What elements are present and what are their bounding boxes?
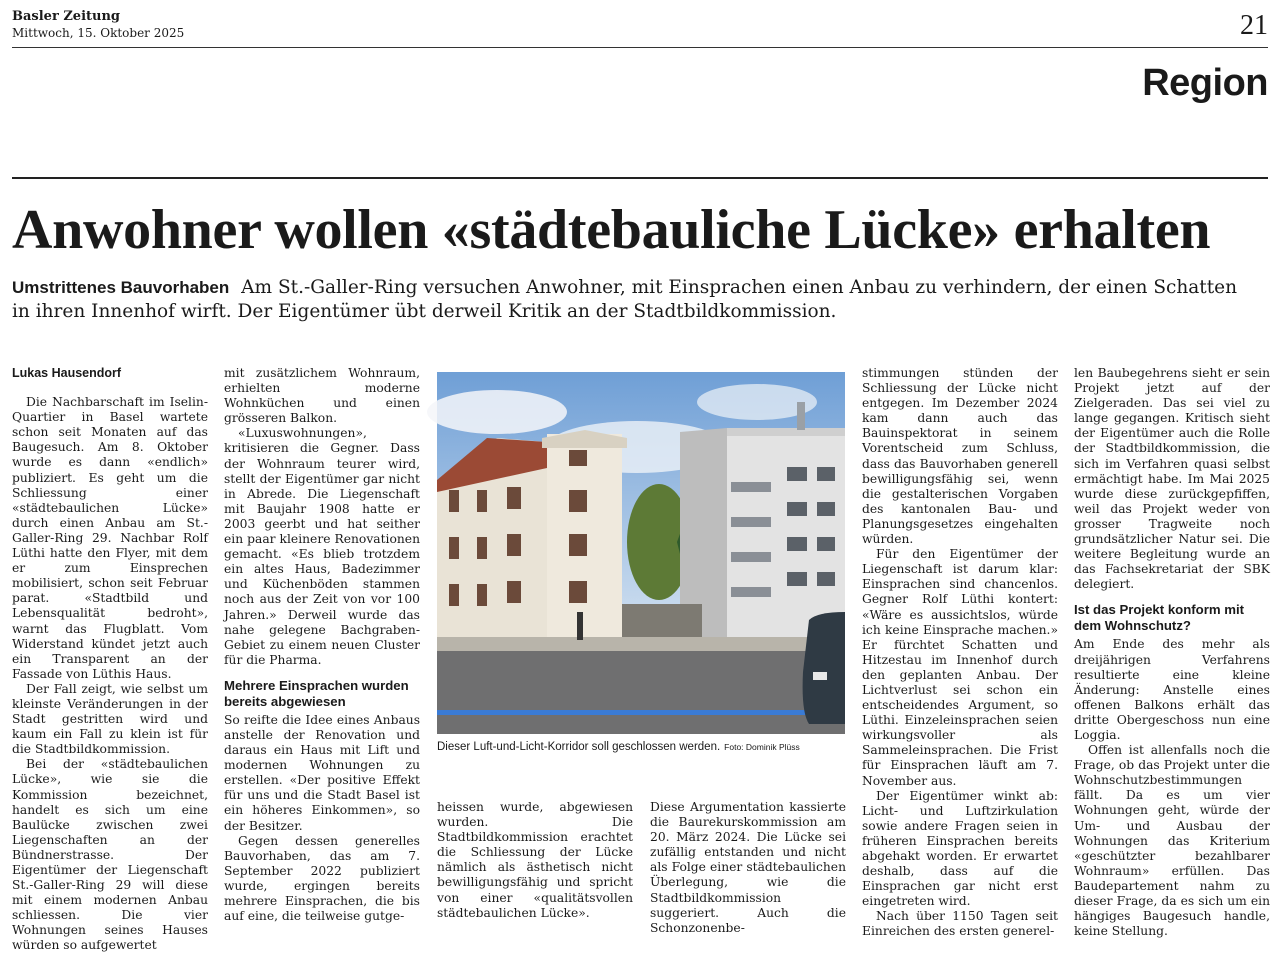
blue-parking-line bbox=[437, 710, 845, 715]
caption-text: Dieser Luft-und-Licht-Korridor soll geschlossen werden. bbox=[437, 741, 721, 753]
article-headline: Anwohner wollen «städtebauliche Lücke» erhalten bbox=[12, 199, 1211, 261]
bollard bbox=[577, 612, 583, 640]
text-column-5 bbox=[862, 366, 1058, 939]
subheading: Mehrere Einsprachen wurden bereits abgewiesen bbox=[224, 677, 409, 709]
lead-text: Am St.-Galler-Ring versuchen Anwohner, mit Einsprachen einen Anbau zu verhindern, der einen Schatten in ihren Innenhof wirft. Der Eigentümer übt derweil Kritik an der Stadtbildkommission. bbox=[12, 277, 1238, 322]
byline: Lukas Hausendorf bbox=[12, 366, 122, 380]
street bbox=[437, 651, 845, 734]
license-plate bbox=[813, 672, 827, 680]
paragraph: Für den Eigentümer der Liegenschaft ist darum klar: Einsprachen sind chancenlos. Gegner Rolf Lüthi kontert: «Wäre es aussichtslos, würde ich keine Einsprache machen.» Er fürchtet Schatten und Hitzestau im Innenhof durch den geplanten Anbau. Der Lichtverlust sei schon ein entscheidendes Argument, so Lüthi. Einzeleinsprachen seien wirkungsvoller als Sammeleinsprachen. Die Frist für Einsprachen läuft am 7. November aus. bbox=[862, 547, 1058, 788]
paragraph: heissen wurde, abgewiesen wurden. Die Stadtbildkommission erachtet die Schliessung der Lücke nämlich als ästhetisch nicht bewilligungsfähig und spricht von einer «qualitätsvollen städtebaulichen Lücke». bbox=[437, 800, 633, 920]
paragraph: Die Nachbarschaft im Iselin-Quartier in Basel wartete schon seit Monaten auf das Baugesuch. Am 8. Oktober wurde es dann «endlich» publiziert. Es geht um die Schliessung einer «städtebaulichen Lücke» durch einen Anbau am St.-Galler-Ring 29. Nachbar Rolf Lüthi hatte den Flyer, mit dem er zum Einsprechen mobilisiert, schon seit Februar parat. «Stadtbild und Lebensqualität bedroht», warnt das Flugblatt. Vom Widerstand kündet jetzt auch ein Transparent an der Fassade von Lüthis Haus. bbox=[12, 395, 208, 681]
issue-date: Mittwoch, 15. Oktober 2025 bbox=[12, 26, 185, 40]
text-column-6 bbox=[1074, 366, 1270, 939]
street-photo-illustration bbox=[437, 372, 845, 734]
paragraph: Bei der «städtebaulichen Lücke», wie sie die Kommission bezeichnet, handelt es sich um eine Baulücke zwischen zwei Liegenschaften an der Bündnerstrasse. Der Eigentümer der Liegenschaft St.-Galler-Ring 29 will diese mit einem modernen Anbau schliessen. Die vier Wohnungen seines Hauses würden so aufgewertet bbox=[12, 757, 208, 953]
page-number: 21 bbox=[1240, 10, 1268, 41]
paragraph: «Luxuswohnungen», kritisieren die Gegner. Dass der Wohnraum teurer wird, stellt der Eigentümer gar nicht in Abrede. Die Liegenschaft mit Baujahr 1908 hatte er 2003 geerbt und hat seither ein paar kleinere Renovationen gemacht. «Es blieb trotzdem ein altes Haus, Badezimmer und Küchenböden stammen noch aus der Zeit von vor 100 Jahren.» Derweil wurde das nahe gelegene Bachgraben-Gebiet zu einem neuen Cluster für die Pharma. bbox=[224, 426, 420, 667]
top-divider bbox=[12, 47, 1268, 48]
paragraph: Offen ist allenfalls noch die Frage, ob das Projekt unter die Wohnschutzbestimmungen fällt. Da es um vier Wohnungen geht, würde der Um- und Ausbau der Wohnungen das Kriterium «geschützter bezahlbarer Wohnraum» erfüllen. Das Baudepartement nahm zu dieser Frage, da es sich um ein hängiges Baugesuch handle, keine Stellung. bbox=[1074, 743, 1270, 939]
paragraph: Diese Argumentation kassierte die Baurekurskommission am 20. März 2024. Die Lücke sei zufällig entstanden und nicht als Folge einer städtebaulichen Überlegung, wie die Stadtbildkommission suggeriert. Auch die Schonzonenbe- bbox=[650, 800, 846, 935]
text-column-3 bbox=[437, 800, 633, 920]
paragraph: So reifte die Idee eines Anbaus anstelle der Renovation und daraus ein Haus mit Lift und modernen Wohnungen zu erstellen. «Der positive Effekt für uns und die Stadt Basel ist ein höheres Einkommen», so der Besitzer. bbox=[224, 712, 420, 833]
article-lead bbox=[12, 276, 1242, 324]
headline-divider bbox=[12, 177, 1268, 179]
section-label: Region bbox=[1142, 62, 1268, 104]
subheading: Ist das Projekt konform mit dem Wohnschutz? bbox=[1074, 602, 1245, 634]
photo-caption bbox=[437, 740, 845, 754]
parked-car bbox=[803, 612, 845, 724]
antenna bbox=[797, 402, 805, 430]
sidewalk bbox=[437, 637, 845, 651]
paragraph: mit zusätzlichem Wohnraum, erhielten moderne Wohnküchen und einen grösseren Balkon. bbox=[224, 366, 420, 426]
paragraph: stimmungen stünden der Schliessung der Lücke nicht entgegen. Im Dezember 2024 kam dann auch das Bauinspektorat in seinem Vorentscheid zum Schluss, dass das Bauvorhaben generell bewilligungsfähig sei, wenn die gestalterischen Vorgaben des kantonalen Bau- und Planungsgesetzes eingehalten würden. bbox=[862, 366, 1058, 547]
lead-kicker: Umstrittenes Bauvorhaben bbox=[12, 278, 230, 297]
paragraph: Gegen dessen generelles Bauvorhaben, das am 7. September 2022 publiziert wurde, ergingen bereits mehrere Einsprachen, die bis auf eine, die teilweise gutge- bbox=[224, 833, 420, 924]
text-column-2 bbox=[224, 366, 420, 924]
masthead bbox=[12, 9, 184, 41]
paragraph: Der Eigentümer winkt ab: Licht- und Luftzirkulation sowie andere Fragen seien in früheren Einsprachen bereits abgehakt worden. Er erwartet deshalb, dass auf die Einsprachen gar nicht erst eingetreten wird. bbox=[862, 788, 1058, 909]
text-column-1 bbox=[12, 366, 208, 953]
paragraph: Der Fall zeigt, wie selbst um kleinste Veränderungen in der Stadt gestritten wird und kaum ein Fall zu klein ist für die Stadtbildkommission. bbox=[12, 681, 208, 757]
text-column-4 bbox=[650, 800, 846, 935]
modern-roofline bbox=[727, 428, 845, 436]
article-photo bbox=[437, 372, 845, 734]
photo-credit: Foto: Dominik Plüss bbox=[724, 742, 800, 752]
paragraph: len Baubegehrens sieht er sein Projekt jetzt auf der Zielgeraden. Das sei viel zu lange gegangen. Kritisch sieht der Eigentümer auch die Rolle der Stadtbildkommission, die sich im Verfahren quasi selbst ermächtigt habe. Im Mai 2025 wurde diese zurückgepfiffen, weil das Projekt weder von grosser Tragweite noch grundsätzlicher Natur sei. Die weitere Begleitung wurde an das Fachsekretariat der SBK delegiert. bbox=[1074, 366, 1270, 592]
paragraph: Am Ende des mehr als dreijährigen Verfahrens resultierte eine kleine Änderung: Anstelle eines offenen Balkons erhält das dritte Obergeschoss nun eine Loggia. bbox=[1074, 637, 1270, 742]
paragraph: Nach über 1150 Tagen seit Einreichen des ersten generel- bbox=[862, 909, 1058, 939]
fence bbox=[622, 604, 702, 638]
cloud bbox=[427, 390, 567, 434]
paper-name: Basler Zeitung bbox=[12, 9, 121, 24]
